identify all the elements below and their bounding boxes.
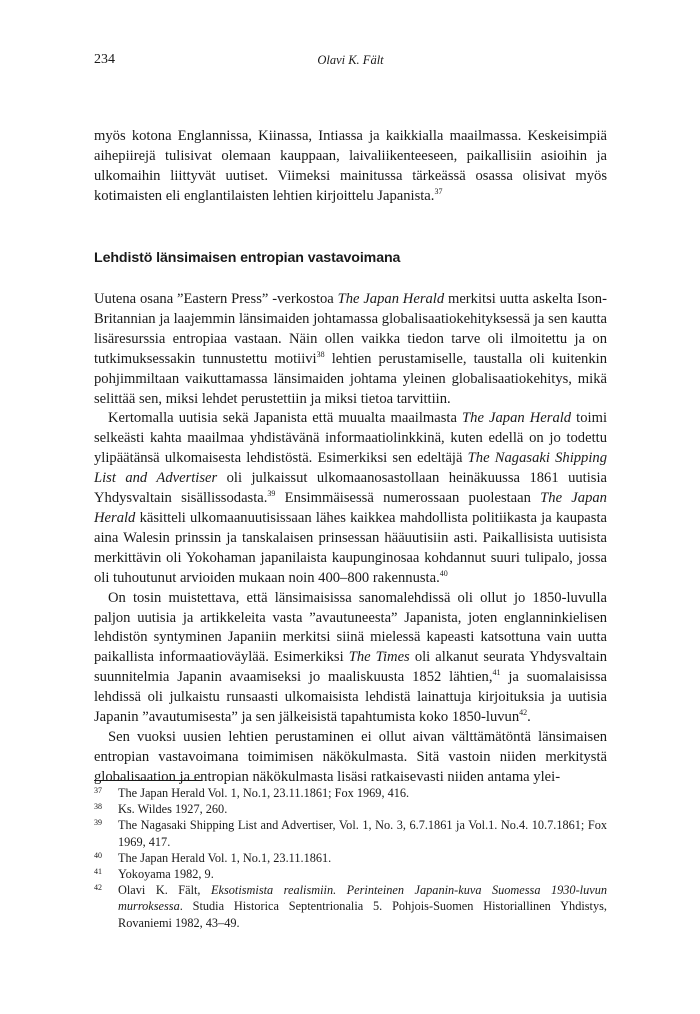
footnote-ref[interactable]: 38 xyxy=(316,349,325,359)
italic-title: The Japan Herald xyxy=(337,291,445,307)
text-run: merkitsi uutta askelta Ison-Britannian ja laajemmin länsimaiden johtamassa globalisaatiokehityksessä ja sen kautta lisäresurssia entropiaa vastaan. Näin ollen vaikka tiedon tarve oli ilmoitettu ja on tutkimuksessakin tunnustettu motiivi xyxy=(94,291,607,367)
italic-title: The Japan Herald xyxy=(462,410,572,427)
text-run: Kertomalla uutisia sekä Japanista että muualta maailmasta xyxy=(108,410,463,427)
footnotes xyxy=(94,785,607,931)
text-run: käsitteli ulkomaanuutisissaan lähes kaikkea mahdollista politiikasta ja kaupasta aina Walesin prinssin ja tanskalaisen prinsessan hääuutisiin asti. Paikallisista uutisista merkittävin oli Yokohaman japanilaista kaupunginosaa kohdannut suuri tulipalo, jossa oli tuhoutunut arvioiden mukaan noin 400–800 rakennusta. xyxy=(94,509,607,586)
paragraph xyxy=(94,728,607,788)
footnote-text: The Japan Herald Vol. 1, No.1, 23.11.1861. xyxy=(118,850,332,865)
footnote xyxy=(94,817,607,849)
footnote-number: 42 xyxy=(94,883,102,893)
footnote-text: Olavi K. Fält, xyxy=(118,883,211,898)
footnote xyxy=(94,785,607,801)
footnote-number: 41 xyxy=(94,867,102,877)
text-run: oli julkaissut ulkomaanosastollaan heinäkuussa 1861 uutisia Yhdysvaltain sisällissodasta. xyxy=(94,470,607,507)
footnote-text: Yokoyama 1982, 9. xyxy=(118,867,214,882)
footnote xyxy=(94,850,607,866)
footnote-ref[interactable]: 42 xyxy=(519,708,528,718)
paragraph xyxy=(94,409,607,588)
text-run: Sen vuoksi uusien lehtien perustaminen ei ollut aivan välttämätöntä länsimaisen entropian vastavoimana toimimisen näkökulmasta. Sitä vastoin niiden merkitystä globalisaation ja entropian näkökulmasta lisäsi ratkaisevasti niiden antama ylei- xyxy=(94,728,607,785)
paragraph-continued xyxy=(94,127,607,207)
footnote-ref[interactable]: 37 xyxy=(434,186,443,196)
footnote-text: Ks. Wildes 1927, 260. xyxy=(118,802,228,817)
footnote-text: . Studia Historica Septentrionalia 5. Pohjois-Suomen Historiallinen Yhdistys, Rovaniemi 1982, 43–49. xyxy=(118,899,607,930)
text-run: On tosin muistettava, että länsimaisissa sanomalehdissä oli ollut jo 1850-luvulla paljon uutisia ja artikkeleita vasta ”avautuneesta” Japanista, joten englanninkielisen lehdistön syntyminen Japaniin merkitsi siinä mielessä kapeasti katsottuna vain uutta paikallista informaatioväylää. Esimerkiksi xyxy=(94,589,607,666)
section-heading: Lehdistö länsimaisen entropian vastavoimana xyxy=(94,250,401,266)
running-header xyxy=(94,52,607,70)
italic-title: Eksotismista realismiin. Perinteinen Japanin-kuva Suomessa 1930-luvun murroksessa xyxy=(118,883,607,914)
footnote-number: 40 xyxy=(94,850,102,860)
text-run: lehtien perustamiselle, taustalla oli kuitenkin pohjimmiltaan vaikuttamassa länsimaiden johtama yleinen globalisaatiokehitys, mikä selittää sen, miksi lehdet perustettiin ja miksi tietoa tarvittiin. xyxy=(94,350,607,407)
footnote-text: The Japan Herald Vol. 1, No.1, 23.11.1861; Fox 1969, 416. xyxy=(118,786,410,800)
text-run: toimi selkeästi kahta maailmaa yhdistävänä informaatiolinkkinä, kuten edellä on jo todettu ylipäätänsä ulkomaisesta lehdistöstä. Esimerkiksi sen edeltäjä xyxy=(94,410,607,467)
footnote-number: 39 xyxy=(94,818,102,828)
italic-title: The Nagasaki Shipping List and Advertiser xyxy=(94,450,607,487)
footnote-ref[interactable]: 39 xyxy=(267,489,276,499)
text-run: Ensimmäisessä numerossaan puolestaan xyxy=(275,490,541,507)
footnote-ref[interactable]: 41 xyxy=(492,668,501,678)
text-run: ja suomalaisissa lehdissä oli julkaistu runsaasti ulkomaisista lehdistä lainattuja kirjoituksia ja uutisia Japanin ”avautumisesta” ja sen jälkeisistä tapahtumista koko 1850-luvun xyxy=(94,669,607,726)
paragraph xyxy=(94,290,607,409)
text-run: oli alkanut seurata Yhdysvaltain suunnitelmia Japanin avaamiseksi jo maaliskuusta 1852 lähtien, xyxy=(94,649,607,686)
italic-title: The Japan Herald xyxy=(94,490,607,526)
section-body xyxy=(94,290,607,788)
footnote-divider xyxy=(94,780,202,781)
page-number: 234 xyxy=(94,52,115,67)
footnote-text: The Nagasaki Shipping List and Advertiser, Vol. 1, No. 3, 6.7.1861 ja Vol.1. No.4. 10.7.1861; Fox 1969, 417. xyxy=(118,818,607,849)
text-run: Uutena osana ”Eastern Press” -verkostoa xyxy=(94,291,338,307)
document-page xyxy=(94,0,607,1014)
italic-title: The Times xyxy=(348,649,410,666)
footnote xyxy=(94,866,607,882)
footnote xyxy=(94,882,607,931)
paragraph xyxy=(94,589,607,728)
running-author: Olavi K. Fält xyxy=(317,53,384,67)
footnote-number: 38 xyxy=(94,802,102,812)
text-run: . xyxy=(527,709,531,726)
footnote-number: 37 xyxy=(94,786,102,795)
paragraph-text: myös kotona Englannissa, Kiinassa, Intiassa ja kaikkialla maailmassa. Keskeisimpiä aihepiirejä tulisivat olemaan kauppaan, laivaliikenteeseen, paikallisiin asioihin ja ulkomaihin liittyvät uutiset. Viimeksi mainitussa tärkeässä osassa olisivat myös kotimaisten eli englantilaisten lehtien kirjoittelu Japanista. xyxy=(94,128,607,204)
footnote-ref[interactable]: 40 xyxy=(439,568,448,578)
footnote xyxy=(94,801,607,817)
